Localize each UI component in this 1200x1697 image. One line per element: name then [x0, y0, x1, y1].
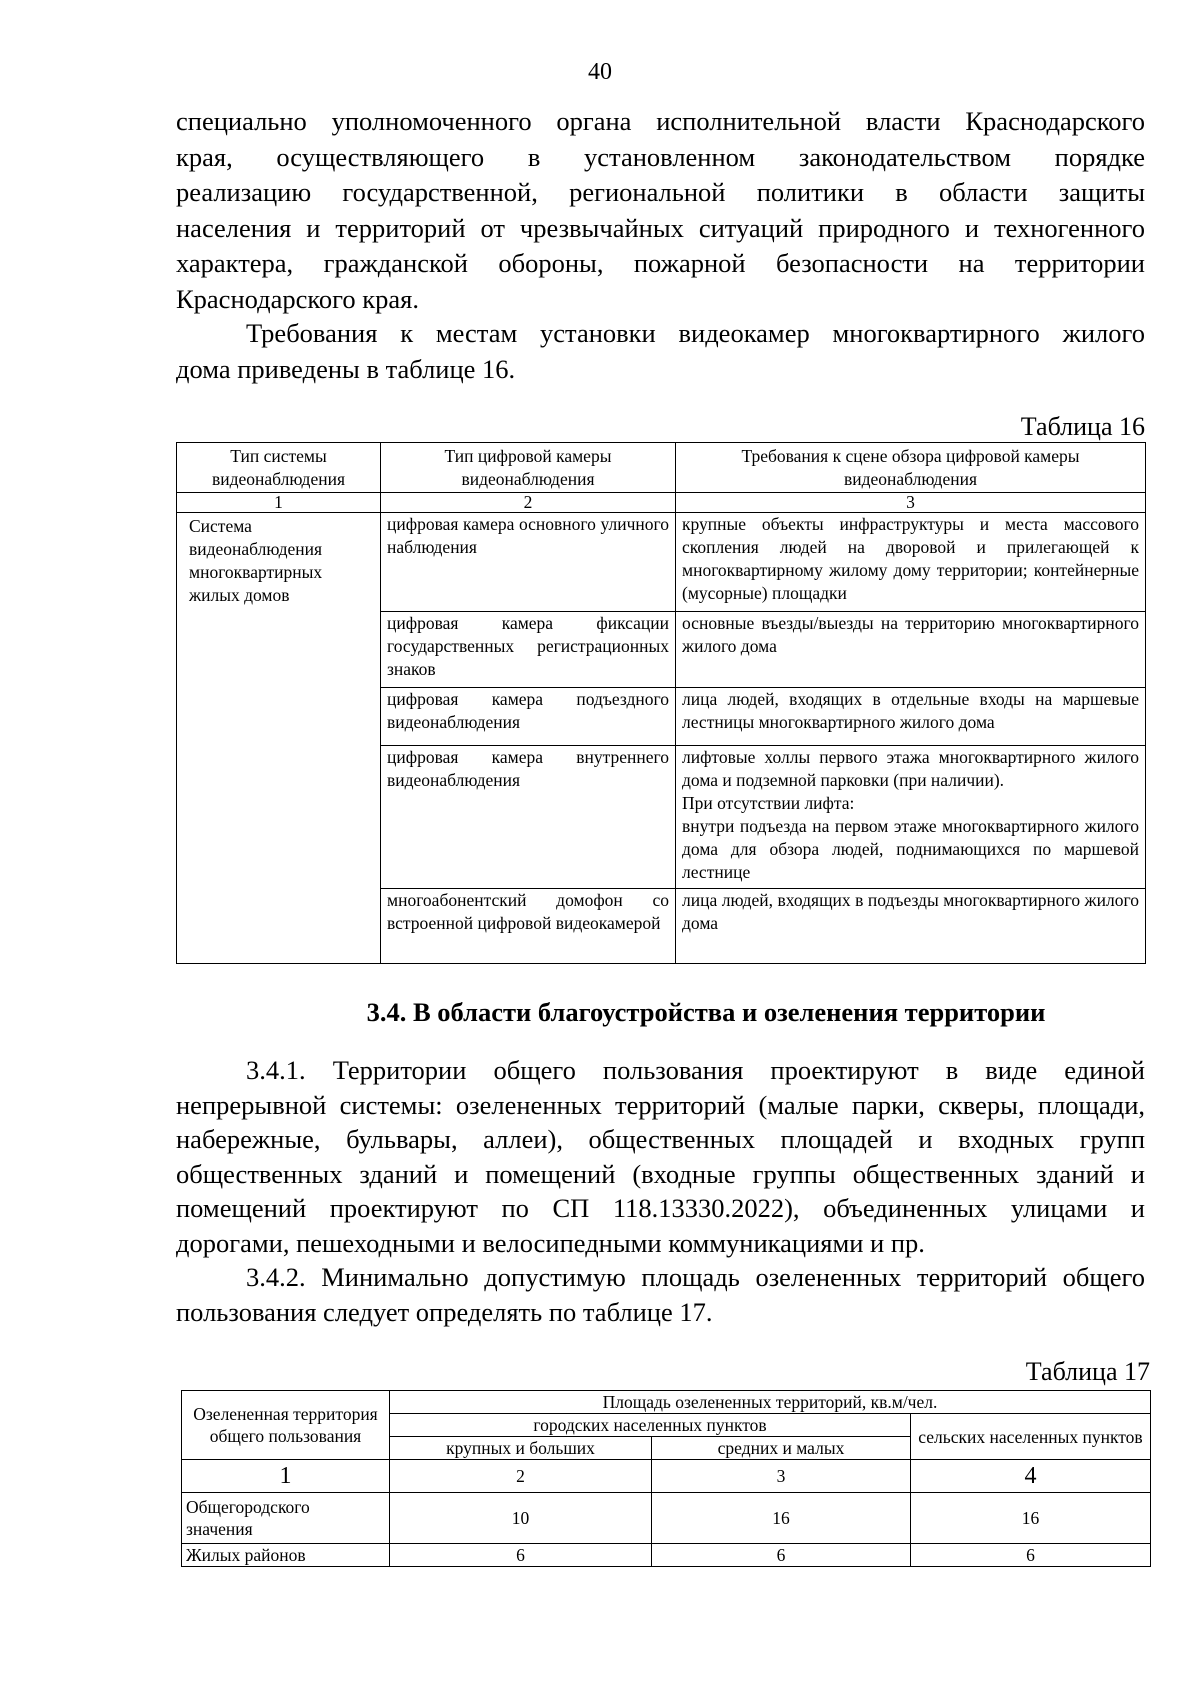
text-line: непрерывной системы: озелененных территорий (малые парки, скверы, площади,: [176, 1089, 1145, 1120]
table16-requirement-cell: крупные объекты инфраструктуры и места массового скопления людей на дворовой и прилегающей к многоквартирному жилому дому территории; контейнерные (мусорные) площадки: [676, 513, 1146, 612]
table16-header-camera: Тип цифровой камеры видеонаблюдения: [381, 443, 676, 493]
table16-column-number: 3: [676, 493, 1146, 513]
text-line: набережные, бульвары, аллеи), общественных площадей и входных групп: [176, 1124, 1145, 1154]
table17-value-cell: 16: [911, 1493, 1151, 1544]
table17-row-name: [182, 1493, 390, 1544]
table16-column-number: 2: [381, 493, 676, 513]
table16-requirement-cell: лица людей, входящих в подъезды многоквартирного жилого дома: [676, 889, 1146, 964]
text-line: Требования к местам установки видеокамер многоквартирного жилого: [246, 318, 1145, 348]
text-line: дома приведены в таблице 16.: [176, 353, 516, 384]
text-line: характера, гражданской обороны, пожарной безопасности на территории: [176, 248, 1145, 278]
paragraph-table16-intro: [176, 316, 1145, 387]
table17-header-large: крупных и больших: [390, 1437, 652, 1460]
text-line: пользования следует определять по таблице 17.: [176, 1296, 713, 1327]
table17-column-number: 2: [390, 1460, 652, 1493]
table16-camera-cell: цифровая камера фиксации государственных регистрационных знаков: [381, 612, 676, 688]
table17-column-number: 1: [182, 1460, 390, 1493]
table17-header-medium: средних и малых: [652, 1437, 911, 1460]
table16-camera-cell: цифровая камера подъездного видеонаблюдения: [381, 688, 676, 746]
table17-column-number: 3: [652, 1460, 911, 1493]
paragraph-authority: [176, 104, 1145, 317]
table16-system-name: Система видеонаблюдения многоквартирных жилых домов: [189, 516, 323, 605]
table17-value-cell: 6: [911, 1544, 1151, 1567]
table-16: [176, 442, 1146, 964]
text-line: дорогами, пешеходными и велосипедными коммуникациями и пр.: [176, 1227, 925, 1258]
text-line: общественных зданий и помещений (входные группы общественных зданий и: [176, 1158, 1145, 1189]
text-line: 3.4.1. Территории общего пользования проектируют в виде единой: [246, 1055, 1145, 1085]
table16-system-cell: [177, 513, 381, 964]
table16-camera-cell: цифровая камера внутреннего видеонаблюдения: [381, 746, 676, 889]
table16-header-system: Тип системы видеонаблюдения: [177, 443, 381, 493]
requirement-text: лифтовые холлы первого этажа многоквартирного жилого дома и подземной парковки (при наличии).: [682, 747, 1139, 790]
table17-header-territory: Озелененная территория общего пользования: [182, 1391, 390, 1460]
requirement-text: При отсутствии лифта:: [682, 793, 855, 813]
text-line: реализацию государственной, региональной политики в области защиты: [176, 177, 1145, 207]
text-line: специально уполномоченного органа исполнительной власти Краснодарского: [176, 106, 1145, 136]
table-17: [181, 1390, 1151, 1567]
table17-caption: Таблица 17: [1025, 1357, 1150, 1386]
table17-row-name: Жилых районов: [182, 1544, 390, 1567]
table-row: [182, 1493, 1151, 1544]
table17-header-area: Площадь озелененных территорий, кв.м/чел.: [390, 1391, 1151, 1414]
paragraph-3-4-2: [176, 1260, 1145, 1329]
table17-column-number: 4: [911, 1460, 1151, 1493]
table-row: [177, 513, 1146, 612]
table17-value-cell: 6: [652, 1544, 911, 1567]
table17-value-cell: 6: [390, 1544, 652, 1567]
table17-header-urban: городских населенных пунктов: [390, 1414, 911, 1437]
table16-column-number: 1: [177, 493, 381, 513]
table16-caption: Таблица 16: [1020, 412, 1145, 441]
text-line: помещений проектируют по СП 118.13330.2022), объединенных улицами и: [176, 1193, 1145, 1223]
text-line: Краснодарского края.: [176, 283, 419, 314]
table17-row-name-text: Общегородского значения: [186, 1497, 310, 1539]
requirement-text: внутри подъезда на первом этаже многоквартирного жилого дома для обзора людей, поднимающихся по маршевой лестнице: [682, 816, 1139, 882]
table16-requirement-cell: [676, 746, 1146, 889]
table17-value-cell: 10: [390, 1493, 652, 1544]
text-line: края, осуществляющего в установленном законодательством порядке: [176, 141, 1145, 172]
table16-requirement-cell: лица людей, входящих в отдельные входы на маршевые лестницы многоквартирного жилого дома: [676, 688, 1146, 746]
table17-header-rural: сельских населенных пунктов: [911, 1414, 1151, 1460]
table16-camera-cell: многоабонентский домофон со встроенной цифровой видеокамерой: [381, 889, 676, 964]
page-number: 40: [588, 59, 612, 85]
table-row: [182, 1544, 1151, 1567]
paragraph-3-4-1: [176, 1053, 1145, 1260]
table16-header-requirement: Требования к сцене обзора цифровой камеры видеонаблюдения: [676, 443, 1146, 493]
text-line: 3.4.2. Минимально допустимую площадь озелененных территорий общего: [246, 1262, 1145, 1292]
table16-requirement-cell: основные въезды/выезды на территорию многоквартирного жилого дома: [676, 612, 1146, 688]
section-title: 3.4. В области благоустройства и озеленения территории: [366, 997, 1046, 1027]
text-line: населения и территорий от чрезвычайных ситуаций природного и техногенного: [176, 212, 1145, 243]
table17-value-cell: 16: [652, 1493, 911, 1544]
table16-camera-cell: цифровая камера основного уличного наблюдения: [381, 513, 676, 612]
